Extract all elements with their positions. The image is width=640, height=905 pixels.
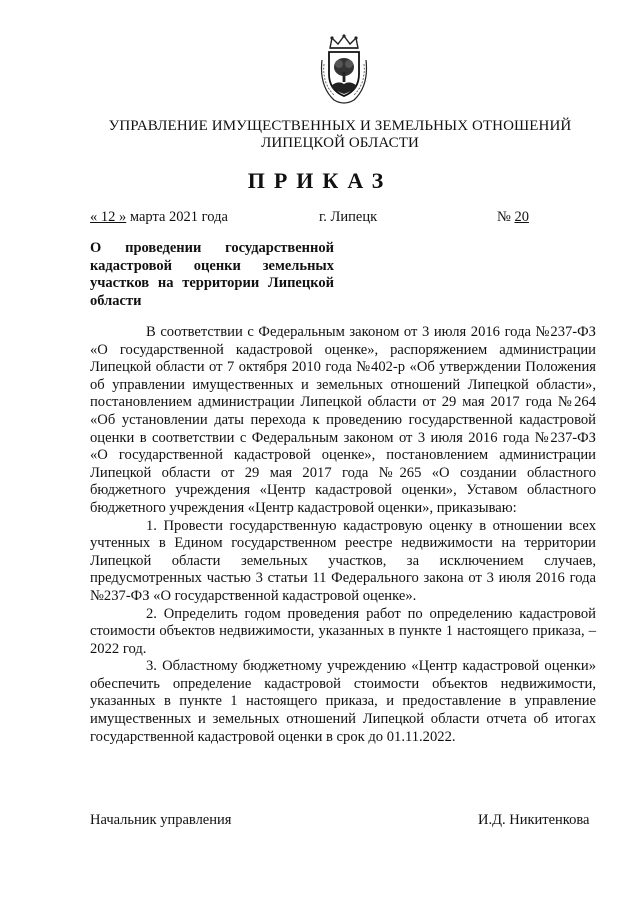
order-date-rest: марта 2021 года: [126, 209, 228, 225]
document-title: ПРИКАЗ: [247, 168, 393, 193]
order-body: [90, 324, 596, 746]
order-date: [90, 208, 228, 226]
order-city: г. Липецк: [319, 209, 378, 225]
order-number-value: 20: [514, 209, 529, 225]
order-number: [497, 208, 529, 226]
item-2-paragraph: 2. Определить годом проведения работ по определению кадастровой стоимости объектов недвижимости, указанных в пункте 1 настоящего приказа, – 2022 год.: [90, 605, 596, 657]
organization-name-line2: ЛИПЕЦКОЙ ОБЛАСТИ: [261, 135, 419, 151]
order-date-day: « 12 »: [90, 209, 127, 225]
organization-name-line1: УПРАВЛЕНИЕ ИМУЩЕСТВЕННЫХ И ЗЕМЕЛЬНЫХ ОТНОШЕНИЙ: [108, 118, 572, 134]
item-3-paragraph: 3. Областному бюджетному учреждению «Центр кадастровой оценки» обеспечить определение кадастровой стоимости объектов недвижимости, указанных в пункте 1 настоящего приказа, и предоставление в управление имущественных и земельных отношений Липецкой области отчета об итогах государственной кадастровой оценки в срок до 01.11.2022.: [90, 658, 596, 745]
coat-of-arms-icon: [316, 34, 372, 106]
item-1-paragraph: 1. Провести государственную кадастровую оценку в отношении всех учтенных в Едином государственном реестре недвижимости на территории Липецкой области земельных участков, за исключением случаев, предусмотренных частью 3 статьи 11 Федерального закона от 3 июля 2016 года №237-ФЗ «О государственной кадастровой оценке».: [90, 517, 596, 604]
preamble-paragraph: В соответствии с Федеральным законом от 3 июля 2016 года №237-ФЗ «О государственной кадастровой оценке», распоряжением администрации Липецкой области от 7 октября 2010 года №402-р «Об утверждении Положения об управлении имущественных и земельных отношений Липецкой области», постановлением администрации Липецкой области от 29 мая 2017 года №264 «Об установлении даты перехода к проведению государственной кадастровой оценки в соответствии с Федеральным законом от 3 июля 2016 года №237-ФЗ «О государственной кадастровой оценке», постановлением администрации Липецкой области от 29 мая 2017 года №265 «О создании областного бюджетного учреждения «Центр кадастровой оценки», Уставом областного бюджетного учреждения «Центр кадастровой оценки», приказываю:: [90, 324, 596, 516]
order-subject: О проведении государственной кадастровой оценки земельных участков на территории Липецкой области: [90, 240, 334, 309]
signatory-name: И.Д. Никитенкова: [478, 812, 590, 828]
order-number-prefix: №: [497, 209, 515, 225]
signatory-position: Начальник управления: [90, 812, 232, 828]
